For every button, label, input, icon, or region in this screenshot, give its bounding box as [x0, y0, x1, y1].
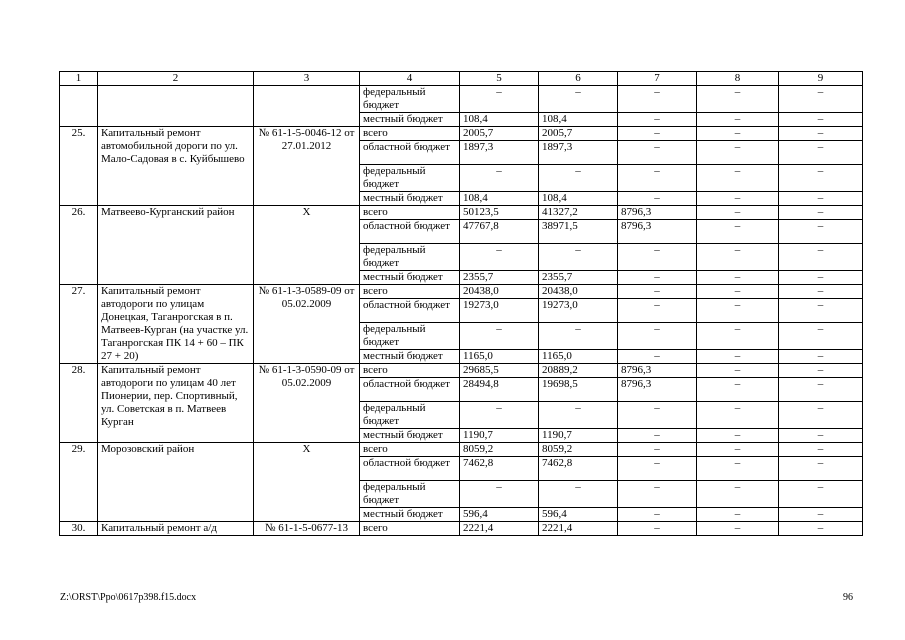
amount-cell: –: [779, 141, 863, 165]
row-number: 30.: [60, 522, 98, 536]
amount-cell: 47767,8: [460, 220, 539, 244]
amount-cell: –: [779, 508, 863, 522]
table-row: [60, 285, 863, 299]
amount-cell: –: [697, 402, 779, 429]
table-row: [60, 86, 863, 113]
funding-source: местный бюджет: [360, 429, 460, 443]
funding-source: всего: [360, 285, 460, 299]
amount-cell: –: [618, 141, 697, 165]
amount-cell: –: [697, 113, 779, 127]
column-header: 7: [618, 72, 697, 86]
amount-cell: 38971,5: [539, 220, 618, 244]
funding-source: местный бюджет: [360, 350, 460, 364]
amount-cell: –: [618, 522, 697, 536]
amount-cell: –: [539, 402, 618, 429]
amount-cell: 20438,0: [460, 285, 539, 299]
amount-cell: 41327,2: [539, 206, 618, 220]
amount-cell: 7462,8: [539, 457, 618, 481]
amount-cell: –: [539, 86, 618, 113]
amount-cell: –: [618, 350, 697, 364]
header-row: [60, 72, 863, 86]
amount-cell: –: [779, 244, 863, 271]
document-code: № 61-1-3-0589-09 от 05.02.2009: [254, 285, 360, 364]
funding-source: федеральный бюджет: [360, 244, 460, 271]
amount-cell: –: [697, 244, 779, 271]
object-name: [98, 86, 254, 127]
amount-cell: 1897,3: [460, 141, 539, 165]
amount-cell: –: [618, 457, 697, 481]
column-header: 3: [254, 72, 360, 86]
amount-cell: 2221,4: [539, 522, 618, 536]
funding-source: федеральный бюджет: [360, 402, 460, 429]
amount-cell: –: [779, 350, 863, 364]
amount-cell: 1165,0: [460, 350, 539, 364]
amount-cell: –: [779, 192, 863, 206]
amount-cell: 8796,3: [618, 378, 697, 402]
amount-cell: 8059,2: [460, 443, 539, 457]
funding-source: областной бюджет: [360, 457, 460, 481]
amount-cell: –: [779, 206, 863, 220]
amount-cell: –: [779, 522, 863, 536]
amount-cell: –: [697, 299, 779, 323]
amount-cell: –: [779, 378, 863, 402]
amount-cell: –: [460, 244, 539, 271]
amount-cell: –: [618, 244, 697, 271]
funding-source: областной бюджет: [360, 378, 460, 402]
amount-cell: –: [697, 364, 779, 378]
funding-source: областной бюджет: [360, 299, 460, 323]
amount-cell: –: [779, 481, 863, 508]
column-header: 9: [779, 72, 863, 86]
amount-cell: –: [779, 323, 863, 350]
funding-source: областной бюджет: [360, 141, 460, 165]
amount-cell: –: [697, 127, 779, 141]
amount-cell: –: [539, 323, 618, 350]
funding-source: федеральный бюджет: [360, 165, 460, 192]
amount-cell: 19273,0: [539, 299, 618, 323]
amount-cell: –: [779, 443, 863, 457]
amount-cell: –: [697, 429, 779, 443]
amount-cell: –: [460, 481, 539, 508]
amount-cell: 8059,2: [539, 443, 618, 457]
amount-cell: –: [779, 402, 863, 429]
document-code: № 61-1-5-0677-13: [254, 522, 360, 536]
amount-cell: 50123,5: [460, 206, 539, 220]
row-number: 27.: [60, 285, 98, 364]
amount-cell: –: [618, 323, 697, 350]
column-header: 4: [360, 72, 460, 86]
amount-cell: 108,4: [460, 192, 539, 206]
column-header: 2: [98, 72, 254, 86]
amount-cell: –: [697, 285, 779, 299]
file-path: Z:\ORST\Ppo\0617p398.f15.docx: [60, 592, 197, 603]
amount-cell: –: [539, 481, 618, 508]
amount-cell: 1165,0: [539, 350, 618, 364]
amount-cell: –: [460, 402, 539, 429]
amount-cell: –: [697, 378, 779, 402]
amount-cell: 2005,7: [460, 127, 539, 141]
column-header: 1: [60, 72, 98, 86]
amount-cell: 2355,7: [460, 271, 539, 285]
amount-cell: –: [618, 508, 697, 522]
amount-cell: –: [697, 271, 779, 285]
amount-cell: –: [779, 271, 863, 285]
document-code: [254, 86, 360, 127]
funding-source: всего: [360, 443, 460, 457]
amount-cell: –: [618, 429, 697, 443]
amount-cell: –: [697, 86, 779, 113]
row-number: 25.: [60, 127, 98, 206]
amount-cell: 20889,2: [539, 364, 618, 378]
amount-cell: –: [779, 285, 863, 299]
amount-cell: 596,4: [539, 508, 618, 522]
amount-cell: –: [618, 443, 697, 457]
table-row: [60, 206, 863, 220]
funding-source: местный бюджет: [360, 508, 460, 522]
amount-cell: –: [697, 220, 779, 244]
amount-cell: –: [697, 141, 779, 165]
table-row: [60, 522, 863, 536]
amount-cell: –: [697, 192, 779, 206]
document-code: Х: [254, 443, 360, 522]
funding-source: всего: [360, 206, 460, 220]
amount-cell: –: [618, 271, 697, 285]
amount-cell: –: [618, 127, 697, 141]
funding-source: всего: [360, 522, 460, 536]
amount-cell: 28494,8: [460, 378, 539, 402]
amount-cell: 108,4: [539, 192, 618, 206]
amount-cell: –: [618, 285, 697, 299]
amount-cell: 2221,4: [460, 522, 539, 536]
funding-source: федеральный бюджет: [360, 86, 460, 113]
amount-cell: 8796,3: [618, 220, 697, 244]
amount-cell: –: [779, 127, 863, 141]
row-number: 26.: [60, 206, 98, 285]
funding-source: федеральный бюджет: [360, 481, 460, 508]
amount-cell: –: [697, 165, 779, 192]
funding-source: всего: [360, 364, 460, 378]
funding-source: областной бюджет: [360, 220, 460, 244]
amount-cell: –: [779, 429, 863, 443]
table-row: [60, 127, 863, 141]
document-code: № 61-1-5-0046-12 от 27.01.2012: [254, 127, 360, 206]
document-code: Х: [254, 206, 360, 285]
object-name: Морозовский район: [98, 443, 254, 522]
amount-cell: –: [618, 299, 697, 323]
amount-cell: –: [779, 457, 863, 481]
amount-cell: 8796,3: [618, 206, 697, 220]
amount-cell: 1897,3: [539, 141, 618, 165]
amount-cell: –: [618, 86, 697, 113]
amount-cell: 8796,3: [618, 364, 697, 378]
amount-cell: –: [618, 192, 697, 206]
amount-cell: –: [460, 323, 539, 350]
amount-cell: 596,4: [460, 508, 539, 522]
amount-cell: –: [779, 113, 863, 127]
amount-cell: –: [539, 165, 618, 192]
funding-source: местный бюджет: [360, 113, 460, 127]
funding-source: местный бюджет: [360, 192, 460, 206]
amount-cell: –: [697, 508, 779, 522]
object-name: Капитальный ремонт а/д: [98, 522, 254, 536]
amount-cell: 20438,0: [539, 285, 618, 299]
funding-source: местный бюджет: [360, 271, 460, 285]
amount-cell: 29685,5: [460, 364, 539, 378]
table-row: [60, 443, 863, 457]
amount-cell: –: [697, 481, 779, 508]
row-number: 29.: [60, 443, 98, 522]
amount-cell: 1190,7: [539, 429, 618, 443]
amount-cell: –: [779, 86, 863, 113]
column-header: 6: [539, 72, 618, 86]
object-name: Матвеево-Курганский район: [98, 206, 254, 285]
amount-cell: 2355,7: [539, 271, 618, 285]
amount-cell: 108,4: [539, 113, 618, 127]
amount-cell: –: [697, 443, 779, 457]
amount-cell: –: [779, 364, 863, 378]
budget-table: [59, 71, 863, 536]
amount-cell: –: [779, 165, 863, 192]
amount-cell: –: [618, 481, 697, 508]
amount-cell: 19273,0: [460, 299, 539, 323]
amount-cell: –: [618, 165, 697, 192]
table-row: [60, 364, 863, 378]
row-number: [60, 86, 98, 127]
amount-cell: –: [539, 244, 618, 271]
amount-cell: –: [618, 402, 697, 429]
document-code: № 61-1-3-0590-09 от 05.02.2009: [254, 364, 360, 443]
amount-cell: –: [697, 457, 779, 481]
amount-cell: –: [697, 350, 779, 364]
amount-cell: 2005,7: [539, 127, 618, 141]
column-header: 5: [460, 72, 539, 86]
row-number: 28.: [60, 364, 98, 443]
amount-cell: 108,4: [460, 113, 539, 127]
amount-cell: 7462,8: [460, 457, 539, 481]
page-number: 96: [843, 592, 853, 603]
amount-cell: 1190,7: [460, 429, 539, 443]
amount-cell: –: [697, 522, 779, 536]
amount-cell: –: [779, 220, 863, 244]
object-name: Капитальный ремонт автодороги по улицам 40 лет Пионерии, пер. Спортивный, ул. Советская в п. Матвеев Курган: [98, 364, 254, 443]
amount-cell: –: [460, 86, 539, 113]
amount-cell: –: [779, 299, 863, 323]
amount-cell: –: [618, 113, 697, 127]
amount-cell: –: [697, 323, 779, 350]
amount-cell: 19698,5: [539, 378, 618, 402]
column-header: 8: [697, 72, 779, 86]
object-name: Капитальный ремонт автомобильной дороги по ул. Мало-Садовая в с. Куйбышево: [98, 127, 254, 206]
amount-cell: –: [697, 206, 779, 220]
object-name: Капитальный ремонт автодороги по улицам Донецкая, Таганрогская в п. Матвеев-Курган (на участке ул. Таганрогская ПК 14 + 60 – ПК 27 + 20): [98, 285, 254, 364]
funding-source: федеральный бюджет: [360, 323, 460, 350]
funding-source: всего: [360, 127, 460, 141]
amount-cell: –: [460, 165, 539, 192]
